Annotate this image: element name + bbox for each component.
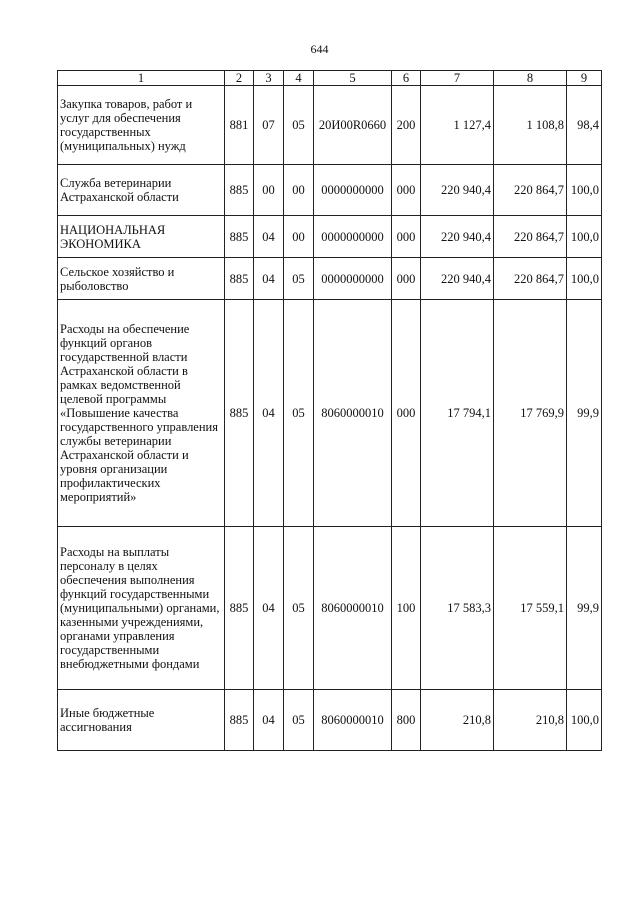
cell-executed: 220 864,7 — [494, 258, 567, 300]
cell-subsection: 00 — [284, 165, 314, 216]
table-row — [58, 527, 602, 690]
cell-subsection: 05 — [284, 86, 314, 165]
column-header: 1 — [58, 71, 225, 86]
cell-subsection: 00 — [284, 216, 314, 258]
cell-ministry-code: 885 — [225, 300, 254, 527]
row-name: НАЦИОНАЛЬНАЯ ЭКОНОМИКА — [58, 216, 225, 258]
cell-subsection: 05 — [284, 527, 314, 690]
cell-expense-type: 000 — [392, 165, 421, 216]
column-header: 2 — [225, 71, 254, 86]
cell-section: 07 — [254, 86, 284, 165]
table-row — [58, 300, 602, 527]
row-name: Расходы на выплаты персоналу в целях обеспечения выполнения функций государственными (муниципальными) органами, казенными учреждениями, органами управления государственными внебюджетными фондами — [58, 527, 225, 690]
cell-subsection: 05 — [284, 300, 314, 527]
cell-planned: 17 794,1 — [421, 300, 494, 527]
cell-expense-type: 800 — [392, 690, 421, 751]
column-header: 5 — [314, 71, 392, 86]
cell-executed: 210,8 — [494, 690, 567, 751]
row-name: Сельское хозяйство и рыболовство — [58, 258, 225, 300]
cell-executed: 220 864,7 — [494, 165, 567, 216]
cell-ministry-code: 881 — [225, 86, 254, 165]
table-row — [58, 216, 602, 258]
cell-expense-type: 000 — [392, 216, 421, 258]
cell-target-article: 8060000010 — [314, 300, 392, 527]
cell-section: 04 — [254, 300, 284, 527]
row-name: Закупка товаров, работ и услуг для обеспечения государственных (муниципальных) нужд — [58, 86, 225, 165]
row-name: Расходы на обеспечение функций органов государственной власти Астраханской области в рамках ведомственной целевой программы «Повышение качества государственного управления службы ветеринарии Астраханской области и уровня организации профилактических мероприятий» — [58, 300, 225, 527]
cell-planned: 1 127,4 — [421, 86, 494, 165]
cell-target-article: 20И00R0660 — [314, 86, 392, 165]
cell-ministry-code: 885 — [225, 690, 254, 751]
cell-percent: 99,9 — [567, 300, 602, 527]
cell-target-article: 0000000000 — [314, 216, 392, 258]
table-row — [58, 690, 602, 751]
column-header: 4 — [284, 71, 314, 86]
cell-executed: 220 864,7 — [494, 216, 567, 258]
cell-target-article: 0000000000 — [314, 258, 392, 300]
cell-target-article: 8060000010 — [314, 527, 392, 690]
cell-executed: 1 108,8 — [494, 86, 567, 165]
cell-section: 04 — [254, 258, 284, 300]
cell-expense-type: 200 — [392, 86, 421, 165]
column-header: 3 — [254, 71, 284, 86]
cell-executed: 17 559,1 — [494, 527, 567, 690]
page-number: 644 — [310, 42, 329, 56]
row-name: Иные бюджетные ассигнования — [58, 690, 225, 751]
cell-percent: 100,0 — [567, 258, 602, 300]
cell-percent: 100,0 — [567, 690, 602, 751]
table-row — [58, 165, 602, 216]
cell-subsection: 05 — [284, 690, 314, 751]
cell-percent: 99,9 — [567, 527, 602, 690]
cell-section: 04 — [254, 216, 284, 258]
cell-section: 04 — [254, 690, 284, 751]
cell-expense-type: 000 — [392, 300, 421, 527]
column-header: 7 — [421, 71, 494, 86]
cell-expense-type: 000 — [392, 258, 421, 300]
cell-section: 04 — [254, 527, 284, 690]
cell-planned: 220 940,4 — [421, 258, 494, 300]
column-header: 9 — [567, 71, 602, 86]
cell-percent: 100,0 — [567, 216, 602, 258]
budget-table — [57, 70, 602, 751]
table-header-row — [58, 71, 602, 86]
cell-expense-type: 100 — [392, 527, 421, 690]
cell-planned: 17 583,3 — [421, 527, 494, 690]
column-header: 6 — [392, 71, 421, 86]
cell-ministry-code: 885 — [225, 216, 254, 258]
cell-section: 00 — [254, 165, 284, 216]
cell-target-article: 8060000010 — [314, 690, 392, 751]
table-row — [58, 258, 602, 300]
cell-target-article: 0000000000 — [314, 165, 392, 216]
cell-executed: 17 769,9 — [494, 300, 567, 527]
table-row — [58, 86, 602, 165]
cell-planned: 220 940,4 — [421, 216, 494, 258]
cell-planned: 210,8 — [421, 690, 494, 751]
cell-planned: 220 940,4 — [421, 165, 494, 216]
cell-ministry-code: 885 — [225, 165, 254, 216]
cell-ministry-code: 885 — [225, 258, 254, 300]
row-name: Служба ветеринарии Астраханской области — [58, 165, 225, 216]
cell-ministry-code: 885 — [225, 527, 254, 690]
column-header: 8 — [494, 71, 567, 86]
cell-percent: 98,4 — [567, 86, 602, 165]
cell-subsection: 05 — [284, 258, 314, 300]
cell-percent: 100,0 — [567, 165, 602, 216]
